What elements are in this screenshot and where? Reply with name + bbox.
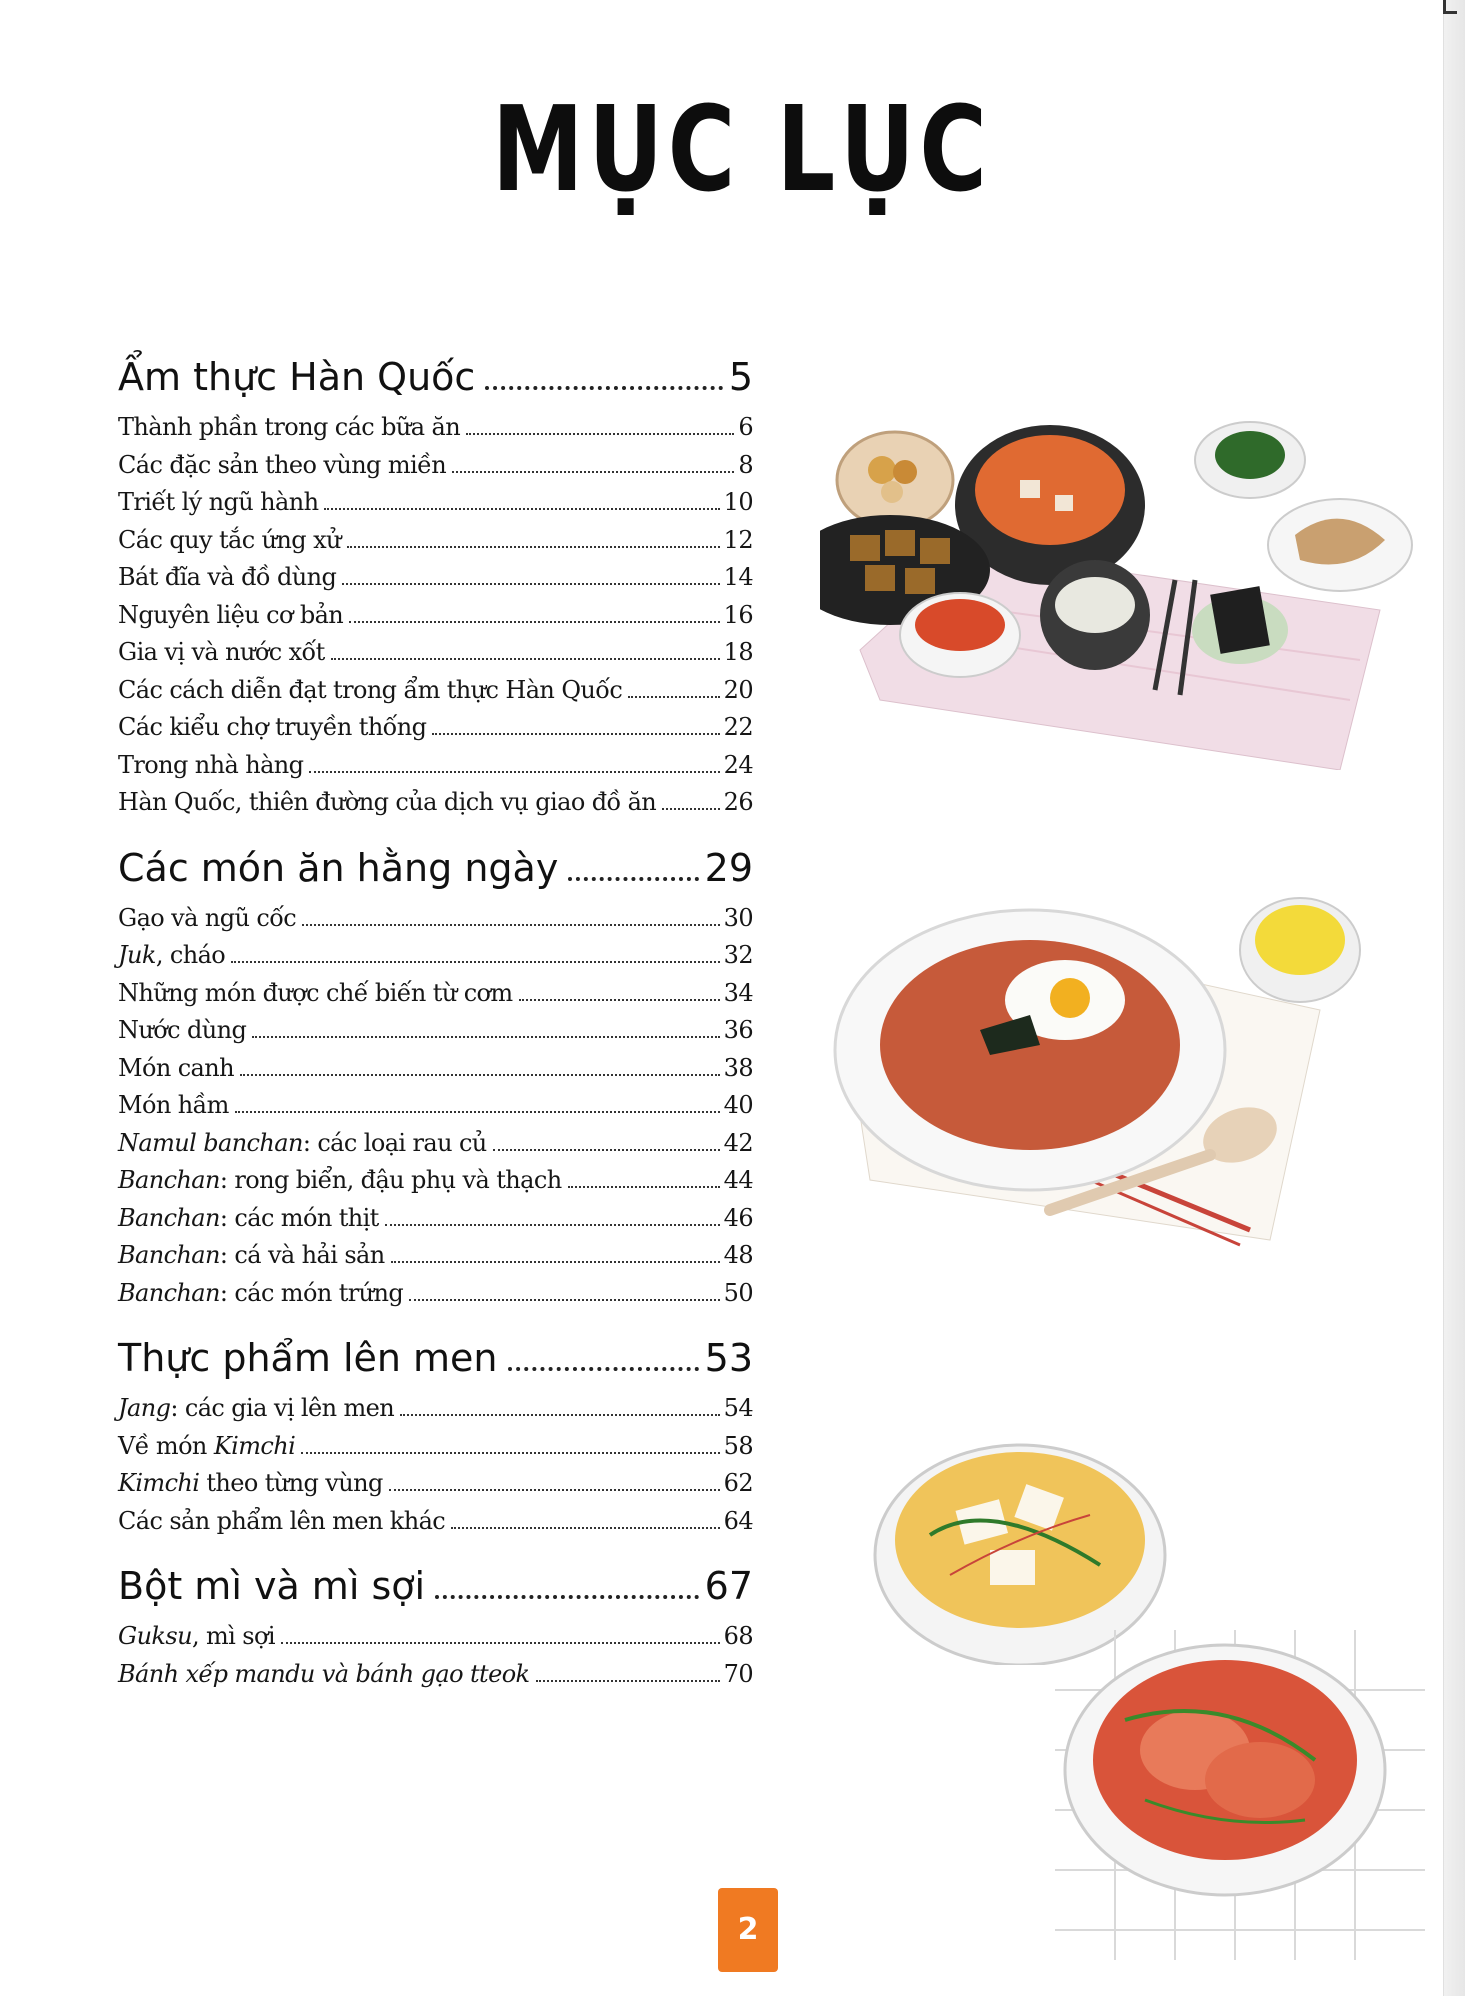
entry-label	[118, 1054, 240, 1082]
entry-text: : các món thịt	[219, 1203, 379, 1232]
dot-leader	[435, 1595, 699, 1599]
toc-entry[interactable]	[118, 751, 753, 789]
dot-leader	[389, 1489, 720, 1491]
toc-entry[interactable]	[118, 1394, 753, 1432]
toc-entry[interactable]	[118, 713, 753, 751]
entry-text: : các loại rau củ	[302, 1128, 487, 1157]
entry-text: : các món trứng	[219, 1278, 404, 1307]
toc-entry[interactable]	[118, 1016, 753, 1054]
toc-entry[interactable]	[118, 1622, 753, 1660]
entry-page-number: 42	[723, 1128, 753, 1157]
entry-text: Các cách diễn đạt trong ẩm thực Hàn Quốc	[118, 675, 623, 704]
toc-section	[118, 1564, 753, 1697]
dot-leader	[568, 1186, 720, 1188]
entry-text: Nước dùng	[118, 1016, 247, 1044]
toc-entry[interactable]	[118, 904, 753, 942]
entry-text: theo từng vùng	[199, 1469, 383, 1497]
dot-leader	[240, 1074, 720, 1076]
entry-label	[118, 713, 432, 741]
toc-entry[interactable]	[118, 488, 753, 526]
toc-section	[118, 846, 753, 1317]
entry-text: Những món được chế biến từ cơm	[118, 978, 513, 1007]
dot-leader	[485, 386, 723, 390]
entry-page-number: 58	[723, 1431, 753, 1460]
section-heading-label: Các món ăn hằng ngày	[118, 845, 559, 890]
entry-italic-term: Banchan	[118, 1241, 220, 1269]
entry-italic-term: Banchan	[118, 1203, 220, 1232]
section-heading-label: Thực phẩm lên men	[118, 1336, 498, 1380]
toc-section	[118, 1336, 753, 1544]
entry-page-number: 12	[723, 525, 753, 554]
entry-text: Triết lý ngũ hành	[118, 488, 319, 516]
entry-page-number: 62	[723, 1469, 753, 1497]
entry-label	[118, 1394, 400, 1422]
toc-entry[interactable]	[118, 979, 753, 1017]
entry-label	[118, 904, 302, 932]
entry-text: Về món	[118, 1431, 214, 1460]
entry-italic-term: Namul banchan	[118, 1128, 303, 1157]
entry-label	[118, 488, 324, 516]
entry-page-number: 40	[723, 1091, 753, 1119]
toc-entry[interactable]	[118, 1279, 753, 1317]
entry-label	[118, 1660, 536, 1688]
dot-leader	[536, 1680, 720, 1682]
entry-text: Gia vị và nước xốt	[118, 638, 325, 666]
toc-entry[interactable]	[118, 1129, 753, 1167]
toc-entry[interactable]	[118, 563, 753, 601]
dot-leader	[309, 771, 719, 773]
toc-entry[interactable]	[118, 451, 753, 489]
entry-text: : rong biển, đậu phụ và thạch	[219, 1166, 562, 1194]
entry-page-number: 44	[723, 1166, 753, 1194]
page-number: 2	[718, 1888, 778, 1972]
toc-entry[interactable]	[118, 788, 753, 826]
section-heading-label: Ẩm thực Hàn Quốc	[118, 355, 476, 399]
page-title: MỤC LỤC	[492, 80, 992, 218]
dot-leader	[493, 1149, 720, 1151]
fried-rice-illustration	[830, 880, 1390, 1260]
entry-text: , cháo	[155, 941, 226, 969]
toc-entry[interactable]	[118, 941, 753, 979]
toc-entry[interactable]	[118, 601, 753, 639]
toc-entry[interactable]	[118, 1166, 753, 1204]
entry-page-number: 64	[723, 1506, 753, 1535]
entry-label	[118, 676, 628, 704]
entry-label	[118, 563, 342, 591]
entry-page-number: 10	[723, 488, 753, 516]
entry-label	[118, 526, 347, 554]
dot-leader	[349, 621, 719, 623]
dot-leader	[302, 924, 720, 926]
toc-section	[118, 355, 753, 826]
entry-text: Các sản phẩm lên men khác	[118, 1506, 446, 1535]
dot-leader	[252, 1036, 719, 1038]
entry-text: Các đặc sản theo vùng miền	[118, 450, 447, 479]
section-page-number: 53	[704, 1336, 753, 1380]
entry-text: Nguyên liệu cơ bản	[118, 600, 344, 629]
section-page-number: 67	[704, 1564, 753, 1608]
entry-italic-term: Jang	[118, 1394, 171, 1422]
entry-text: Hàn Quốc, thiên đường của dịch vụ giao đồ ăn	[118, 788, 657, 816]
entry-italic-term: Kimchi	[118, 1469, 200, 1497]
dot-leader	[432, 733, 719, 735]
entry-page-number: 26	[723, 788, 753, 816]
entry-label	[118, 979, 519, 1007]
toc-entry[interactable]	[118, 1054, 753, 1092]
entry-page-number: 50	[723, 1278, 753, 1307]
toc-entry[interactable]	[118, 676, 753, 714]
entry-label	[118, 1469, 389, 1497]
entry-page-number: 54	[723, 1394, 753, 1422]
entry-text: Thành phần trong các bữa ăn	[118, 413, 461, 441]
dot-leader	[519, 999, 720, 1001]
dot-leader	[391, 1261, 720, 1263]
toc-entry[interactable]	[118, 413, 753, 451]
toc-entry[interactable]	[118, 526, 753, 564]
entry-page-number: 20	[723, 675, 753, 704]
entry-label	[118, 601, 349, 629]
entry-text: Gạo và ngũ cốc	[118, 903, 297, 932]
crop-mark	[1443, 0, 1457, 14]
section-heading-label: Bột mì và mì sợi	[118, 1564, 426, 1608]
entry-text: Bát đĩa và đồ dùng	[118, 563, 337, 591]
section-heading[interactable]	[118, 1336, 753, 1394]
entry-text: Món canh	[118, 1053, 234, 1082]
entry-page-number: 32	[723, 941, 753, 969]
entry-text: : các gia vị lên men	[170, 1394, 395, 1422]
entry-label	[118, 941, 231, 969]
entry-page-number: 36	[723, 1016, 753, 1044]
entry-page-number: 6	[738, 413, 753, 441]
entry-page-number: 14	[723, 563, 753, 591]
entry-label	[118, 1016, 252, 1044]
table-of-contents	[118, 355, 753, 1717]
entry-label	[118, 1432, 301, 1460]
dot-leader	[342, 583, 719, 585]
entry-label	[118, 1279, 409, 1307]
toc-entry[interactable]	[118, 1432, 753, 1470]
entry-text: Các kiểu chợ truyền thống	[118, 713, 427, 741]
entry-page-number: 16	[723, 600, 753, 629]
entry-label	[118, 751, 309, 779]
dot-leader	[452, 471, 734, 473]
entry-label	[118, 1129, 493, 1157]
toc-entry[interactable]	[118, 1660, 753, 1698]
section-page-number: 5	[728, 355, 753, 399]
entry-label	[118, 638, 331, 666]
entry-text: : cá và hải sản	[219, 1241, 385, 1269]
entry-text: Các quy tắc ứng xử	[118, 525, 341, 554]
section-page-number: 29	[704, 845, 753, 890]
entry-italic-term: Guksu	[118, 1622, 192, 1650]
entry-label	[118, 788, 662, 816]
entry-page-number: 8	[738, 450, 753, 479]
entry-label	[118, 1091, 235, 1119]
page-edge	[1443, 0, 1465, 1996]
dot-leader	[628, 696, 719, 698]
section-heading[interactable]	[118, 355, 753, 413]
entry-italic-term: Banchan	[118, 1166, 220, 1194]
dot-leader	[466, 433, 734, 435]
entry-page-number: 22	[723, 713, 753, 741]
toc-entry[interactable]	[118, 638, 753, 676]
dot-leader	[662, 808, 720, 810]
entry-italic-term: Juk	[118, 941, 156, 969]
entry-page-number: 34	[723, 978, 753, 1007]
dot-leader	[347, 546, 720, 548]
toc-entry[interactable]	[118, 1204, 753, 1242]
toc-entry[interactable]	[118, 1469, 753, 1507]
entry-page-number: 48	[723, 1241, 753, 1269]
entry-text: , mì sợi	[191, 1622, 275, 1650]
entry-text: Món hầm	[118, 1091, 229, 1119]
entry-page-number: 38	[723, 1053, 753, 1082]
entry-italic-term: Bánh xếp mandu và bánh gạo tteok	[118, 1659, 530, 1688]
dot-leader	[331, 658, 720, 660]
entry-page-number: 68	[723, 1622, 753, 1650]
dot-leader	[235, 1111, 720, 1113]
dot-leader	[400, 1414, 720, 1416]
dot-leader	[568, 877, 698, 881]
dot-leader	[409, 1299, 720, 1301]
dot-leader	[324, 508, 719, 510]
entry-label	[118, 1507, 451, 1535]
entry-label	[118, 1166, 568, 1194]
dot-leader	[385, 1224, 720, 1226]
entry-page-number: 18	[723, 638, 753, 666]
dot-leader	[451, 1527, 720, 1529]
section-heading[interactable]	[118, 1564, 753, 1622]
entry-page-number: 30	[723, 903, 753, 932]
cabbage-kimchi-illustration	[1055, 1630, 1425, 1960]
entry-label	[118, 1622, 281, 1650]
toc-entry[interactable]	[118, 1507, 753, 1545]
dot-leader	[301, 1452, 719, 1454]
dot-leader	[281, 1642, 720, 1644]
entry-label	[118, 1241, 391, 1269]
entry-italic-term: Banchan	[118, 1278, 220, 1307]
dot-leader	[231, 961, 720, 963]
toc-entry[interactable]	[118, 1091, 753, 1129]
entry-label	[118, 451, 452, 479]
entry-italic-term: Kimchi	[213, 1431, 296, 1460]
entry-text: Trong nhà hàng	[118, 750, 304, 779]
entry-label	[118, 413, 466, 441]
entry-page-number: 70	[723, 1659, 753, 1688]
section-heading[interactable]	[118, 846, 753, 904]
toc-entry[interactable]	[118, 1241, 753, 1279]
entry-label	[118, 1204, 385, 1232]
entry-page-number: 46	[723, 1203, 753, 1232]
korean-meal-illustration	[820, 400, 1420, 770]
dot-leader	[508, 1367, 699, 1371]
entry-page-number: 24	[723, 750, 753, 779]
